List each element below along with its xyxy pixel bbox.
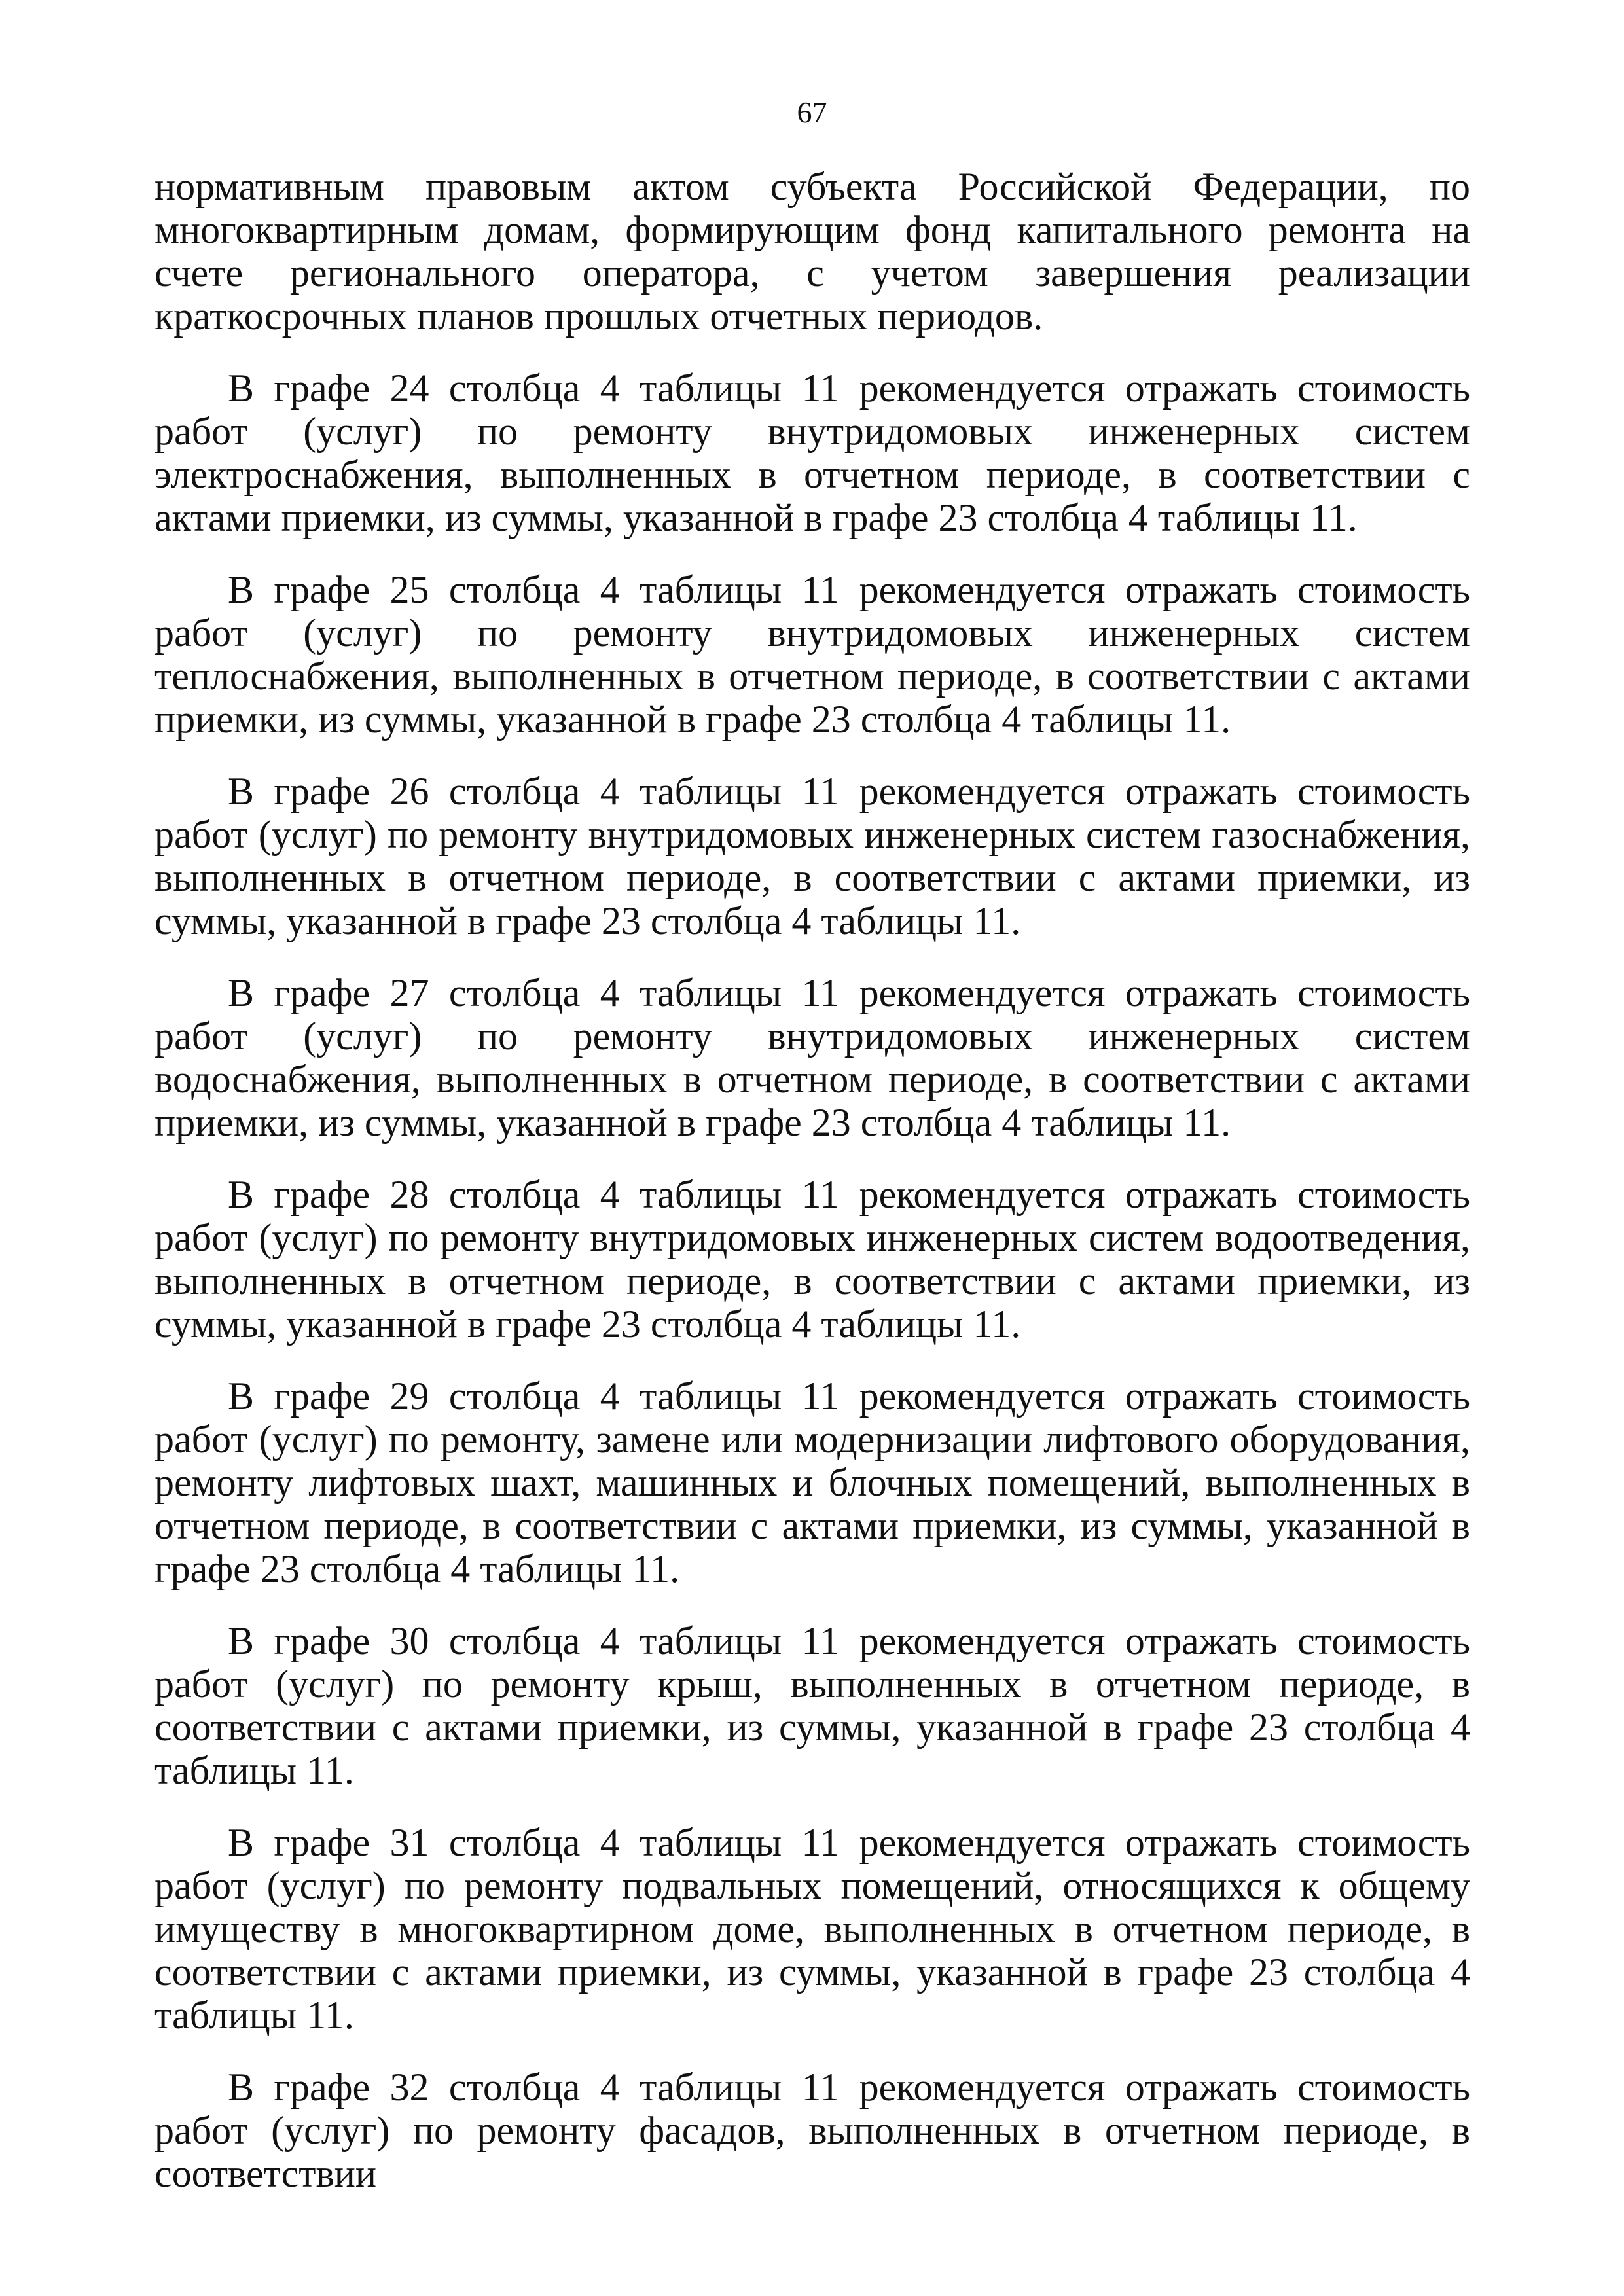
paragraph-graph-30: В графе 30 столбца 4 таблицы 11 рекомендуется отражать стоимость работ (услуг) по ремонту крыш, выполненных в отчетном периоде, в соответствии с актами приемки, из суммы, указанной в графе 23 столбца 4 таблицы 11. [154, 1619, 1470, 1792]
paragraph-graph-25: В графе 25 столбца 4 таблицы 11 рекомендуется отражать стоимость работ (услуг) по ремонту внутридомовых инженерных систем теплоснабжения, выполненных в отчетном периоде, в соответствии с актами приемки, из суммы, указанной в графе 23 столбца 4 таблицы 11. [154, 568, 1470, 741]
paragraph-graph-27: В графе 27 столбца 4 таблицы 11 рекомендуется отражать стоимость работ (услуг) по ремонту внутридомовых инженерных систем водоснабжения, выполненных в отчетном периоде, в соответствии с актами приемки, из суммы, указанной в графе 23 столбца 4 таблицы 11. [154, 971, 1470, 1144]
paragraph-graph-29: В графе 29 столбца 4 таблицы 11 рекомендуется отражать стоимость работ (услуг) по ремонту, замене или модернизации лифтового оборудования, ремонту лифтовых шахт, машинных и блочных помещений, выполненных в отчетном периоде, в соответствии с актами приемки, из суммы, указанной в графе 23 столбца 4 таблицы 11. [154, 1374, 1470, 1590]
paragraph-graph-26: В графе 26 столбца 4 таблицы 11 рекомендуется отражать стоимость работ (услуг) по ремонту внутридомовых инженерных систем газоснабжения, выполненных в отчетном периоде, в соответствии с актами приемки, из суммы, указанной в графе 23 столбца 4 таблицы 11. [154, 770, 1470, 942]
page-number: 67 [797, 96, 827, 129]
paragraph-graph-31: В графе 31 столбца 4 таблицы 11 рекомендуется отражать стоимость работ (услуг) по ремонту подвальных помещений, относящихся к общему имуществу в многоквартирном доме, выполненных в отчетном периоде, в соответствии с актами приемки, из суммы, указанной в графе 23 столбца 4 таблицы 11. [154, 1821, 1470, 2037]
paragraph-continuation: нормативным правовым актом субъекта Российской Федерации, по многоквартирным домам, формирующим фонд капитального ремонта на счете регионального оператора, с учетом завершения реализации краткосрочных планов прошлых отчетных периодов. [154, 165, 1470, 338]
paragraph-graph-28: В графе 28 столбца 4 таблицы 11 рекомендуется отражать стоимость работ (услуг) по ремонту внутридомовых инженерных систем водоотведения, выполненных в отчетном периоде, в соответствии с актами приемки, из суммы, указанной в графе 23 столбца 4 таблицы 11. [154, 1173, 1470, 1346]
document-body [154, 165, 1470, 2195]
paragraph-graph-24: В графе 24 столбца 4 таблицы 11 рекомендуется отражать стоимость работ (услуг) по ремонту внутридомовых инженерных систем электроснабжения, выполненных в отчетном периоде, в соответствии с актами приемки, из суммы, указанной в графе 23 столбца 4 таблицы 11. [154, 367, 1470, 539]
paragraph-graph-32: В графе 32 столбца 4 таблицы 11 рекомендуется отражать стоимость работ (услуг) по ремонту фасадов, выполненных в отчетном периоде, в соответствии [154, 2066, 1470, 2195]
